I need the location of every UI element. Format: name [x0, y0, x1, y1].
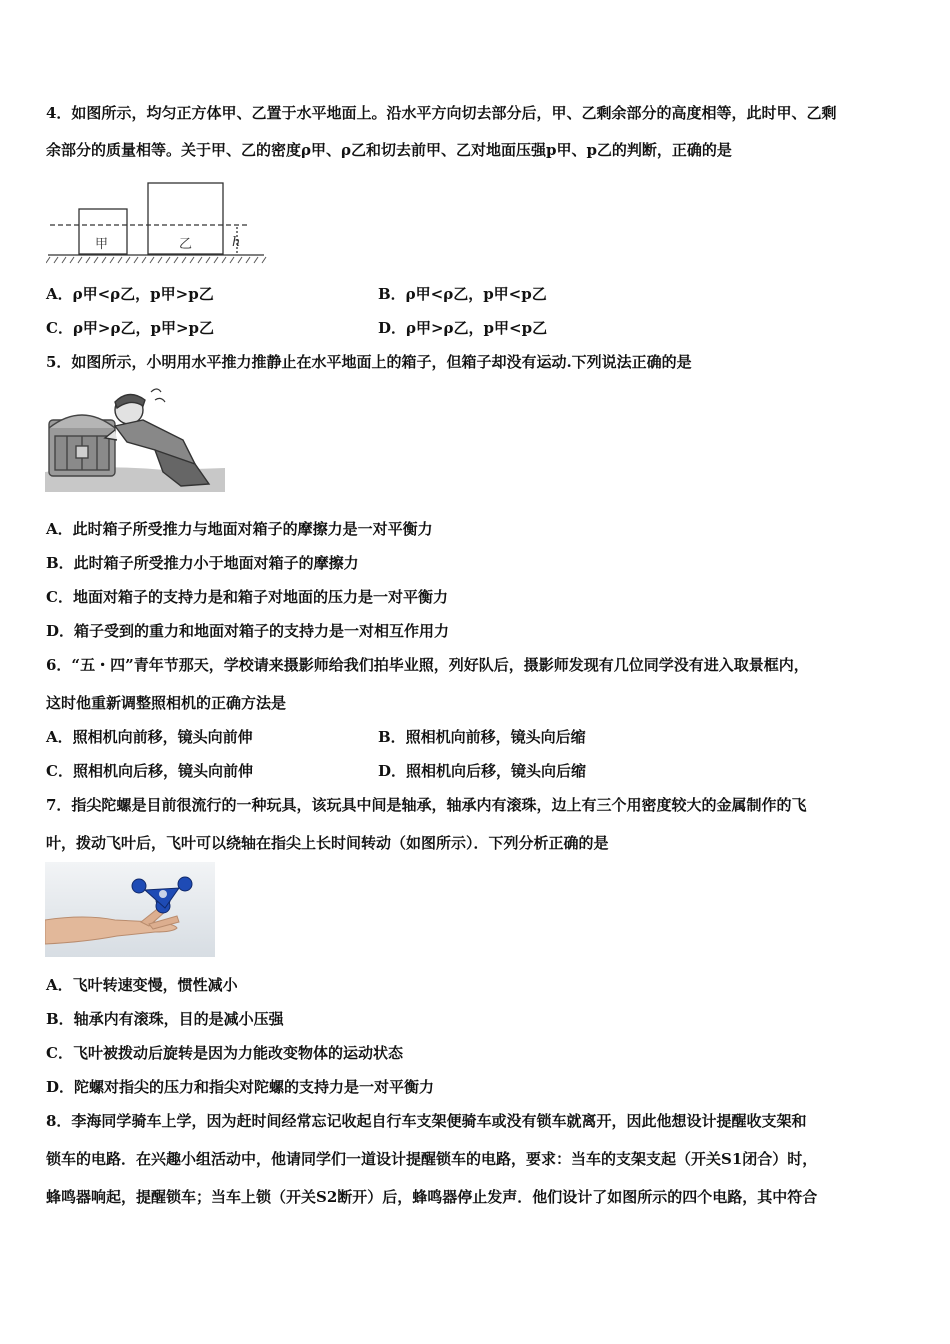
q5-option-a[interactable]: A．此时箱子所受推力与地面对箱子的摩擦力是一对平衡力: [46, 520, 433, 538]
q5-pushing-box-illustration: [45, 380, 225, 492]
q4-stem-line-2: 余部分的质量相等。关于甲、乙的密度ρ甲、ρ乙和切去前甲、乙对地面压强p甲、p乙的判断，正确的是: [46, 141, 732, 159]
q4-stem-line-1: 4．如图所示，均匀正方体甲、乙置于水平地面上。沿水平方向切去部分后，甲、乙剩余部分的高度相等，此时甲、乙剩: [46, 104, 837, 122]
q7-stem-line-1: 7．指尖陀螺是目前很流行的一种玩具，该玩具中间是轴承，轴承内有滚珠，边上有三个用密度较大的金属制作的飞: [46, 796, 807, 814]
q8-stem-line-2: 锁车的电路．在兴趣小组活动中，他请同学们一道设计提醒锁车的电路，要求：当车的支架支起（开关S1闭合）时，: [46, 1150, 818, 1168]
q4-figure-label-yi: 乙: [179, 237, 193, 252]
q4-option-d[interactable]: D．ρ甲>ρ乙，p甲<p乙: [378, 319, 548, 337]
q5-option-d[interactable]: D．箱子受到的重力和地面对箱子的支持力是一对相互作用力: [46, 622, 450, 640]
q7-fidget-spinner-photo: [45, 862, 215, 957]
q6-option-b[interactable]: B．照相机向前移，镜头向后缩: [378, 728, 586, 746]
q7-stem-line-2: 叶，拨动飞叶后，飞叶可以绕轴在指尖上长时间转动（如图所示）．下列分析正确的是: [46, 834, 609, 852]
q6-option-c[interactable]: C．照相机向后移，镜头向前伸: [46, 762, 253, 780]
q6-option-d[interactable]: D．照相机向后移，镜头向后缩: [378, 762, 587, 780]
q8-stem-line-3: 蜂鸣器响起，提醒锁车；当车上锁（开关S2断开）后，蜂鸣器停止发声．他们设计了如图所示的四个电路，其中符合: [46, 1188, 818, 1206]
q4-option-b[interactable]: B．ρ甲<ρ乙，p甲<p乙: [378, 285, 547, 303]
q4-figure-label-jia: 甲: [95, 237, 109, 252]
q5-option-c[interactable]: C．地面对箱子的支持力是和箱子对地面的压力是一对平衡力: [46, 588, 448, 606]
q7-option-d[interactable]: D．陀螺对指尖的压力和指尖对陀螺的支持力是一对平衡力: [46, 1078, 435, 1096]
q6-stem-line-2: 这时他重新调整照相机的正确方法是: [46, 694, 287, 712]
q5-stem: 5．如图所示，小明用水平推力推静止在水平地面上的箱子，但箱子却没有运动.下列说法正确的是: [46, 353, 692, 371]
q8-stem-line-1: 8．李海同学骑车上学，因为赶时间经常忘记收起自行车支架便骑车或没有锁车就离开，因此他想设计提醒收支架和: [46, 1112, 807, 1130]
q7-option-a[interactable]: A．飞叶转速变慢，惯性减小: [46, 976, 238, 994]
q6-stem-line-1: 6．“五・四”青年节那天，学校请来摄影师给我们拍毕业照，列好队后，摄影师发现有几位同学没有进入取景框内，: [46, 656, 809, 674]
q7-option-b[interactable]: B．轴承内有滚珠，目的是减小压强: [46, 1010, 284, 1028]
q4-option-a[interactable]: A．ρ甲<ρ乙，p甲>p乙: [46, 285, 214, 303]
q6-option-a[interactable]: A．照相机向前移，镜头向前伸: [46, 728, 253, 746]
q7-option-c[interactable]: C．飞叶被拨动后旋转是因为力能改变物体的运动状态: [46, 1044, 403, 1062]
q4-cubes-figure: [46, 178, 268, 266]
q4-figure-label-h: h: [232, 235, 241, 250]
q5-option-b[interactable]: B．此时箱子所受推力小于地面对箱子的摩擦力: [46, 554, 359, 572]
q4-option-c[interactable]: C．ρ甲>ρ乙，p甲>p乙: [46, 319, 215, 337]
